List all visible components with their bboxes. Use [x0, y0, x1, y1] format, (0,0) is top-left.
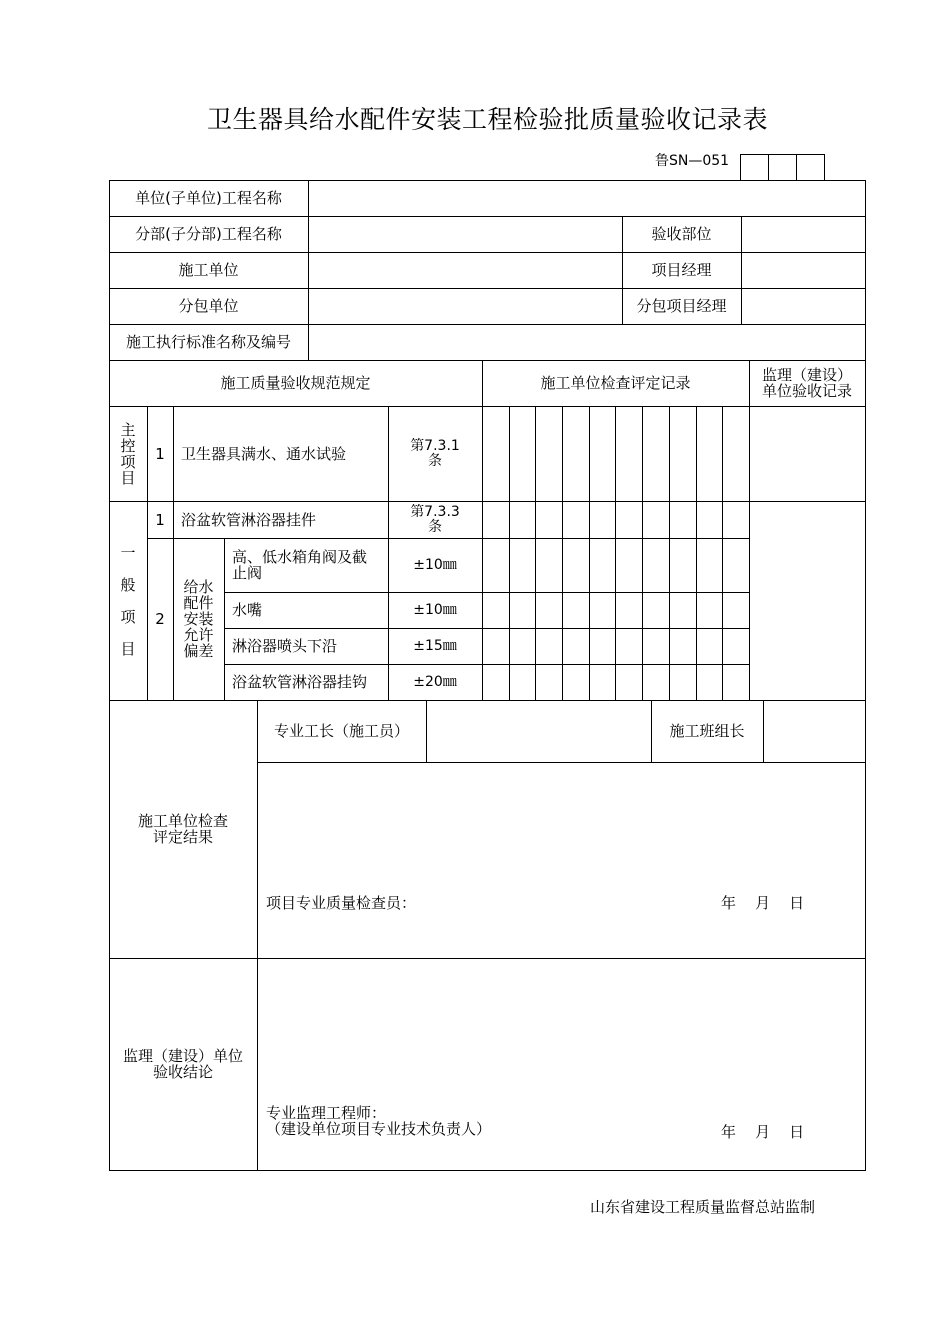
inspector-date-label: 年 月 日	[721, 894, 805, 912]
deviation-row-desc: 淋浴器喷头下沿	[232, 637, 338, 655]
subcontractor-label: 分包单位	[178, 297, 239, 315]
main-control-item-no: 1	[155, 444, 165, 463]
project-manager-field[interactable]	[742, 253, 865, 288]
general-item1-no: 1	[155, 510, 165, 529]
contractor-result-field[interactable]	[258, 763, 865, 883]
subproject-name-label: 分部(子分部)工程名称	[135, 225, 282, 243]
sub-project-manager-label: 分包项目经理	[636, 297, 727, 315]
deviation-row-tol: ±10㎜	[413, 601, 457, 618]
contractor-field[interactable]	[309, 253, 622, 288]
standard-label: 施工执行标准名称及编号	[125, 333, 291, 351]
sub-project-manager-field[interactable]	[742, 289, 865, 324]
supervision-record-header-line2: 单位验收记录	[761, 382, 852, 400]
supervision-record-header	[749, 360, 865, 406]
subcontractor-field[interactable]	[309, 289, 622, 324]
footer-issuer: 山东省建设工程质量监督总站监制	[590, 1198, 816, 1216]
engineer-label: 专业监理工程师： （建设单位项目专业技术负责人）	[266, 1104, 492, 1138]
deviation-row-desc: 高、低水箱角阀及截 止阀	[232, 548, 368, 582]
main-control-label: 主 控 项 目	[120, 420, 136, 487]
inspector-label: 项目专业质量检查员：	[266, 894, 417, 912]
main-control-item-clause: 第7.3.1 条	[410, 437, 460, 469]
general-item1-clause: 第7.3.3 条	[410, 503, 460, 535]
main-control-item-desc: 卫生器具满水、通水试验	[181, 444, 347, 463]
deviation-row-tol: ±15㎜	[413, 637, 457, 654]
engineer-date-label: 年 月 日	[721, 1123, 805, 1141]
supervision-conclusion-field[interactable]	[258, 959, 865, 1099]
team-leader-label: 施工班组长	[669, 722, 745, 740]
deviation-row-tol: ±10㎜	[413, 556, 457, 573]
form-code: 鲁SN—051	[655, 153, 730, 169]
project-name-label: 单位(子单位)工程名称	[135, 189, 282, 207]
foreman-label: 专业工长（施工员）	[273, 722, 409, 740]
foreman-field[interactable]	[427, 701, 651, 762]
supervision-conclusion-label: 监理（建设）单位 验收结论	[122, 1047, 243, 1081]
quality-spec-header: 施工质量验收规范规定	[220, 374, 371, 392]
general-item2-group-label: 给水 配件 安装 允许 偏差	[183, 578, 214, 660]
supervision-record-header-line1: 监理（建设）	[761, 366, 852, 384]
team-leader-field[interactable]	[764, 701, 865, 762]
page-title: 卫生器具给水配件安装工程检验批质量验收记录表	[206, 105, 768, 134]
acceptance-part-field[interactable]	[742, 217, 865, 252]
acceptance-part-label: 验收部位	[651, 225, 712, 243]
deviation-row-tol: ±20㎜	[413, 673, 457, 690]
standard-field[interactable]	[309, 325, 865, 360]
project-manager-label: 项目经理	[651, 261, 712, 279]
general-item2-no: 2	[155, 610, 165, 628]
deviation-row-desc: 水嘴	[232, 601, 263, 619]
contractor-label: 施工单位	[178, 261, 239, 279]
project-name-field[interactable]	[309, 181, 865, 216]
deviation-row-desc: 浴盆软管淋浴器挂钩	[232, 673, 368, 691]
general-items-label: 一 般 项 目	[120, 543, 136, 658]
subproject-name-field[interactable]	[309, 217, 622, 252]
contractor-result-label: 施工单位检查 评定结果	[137, 812, 228, 846]
general-item1-desc: 浴盆软管淋浴器挂件	[181, 510, 317, 529]
contractor-record-header: 施工单位检查评定记录	[540, 374, 691, 392]
